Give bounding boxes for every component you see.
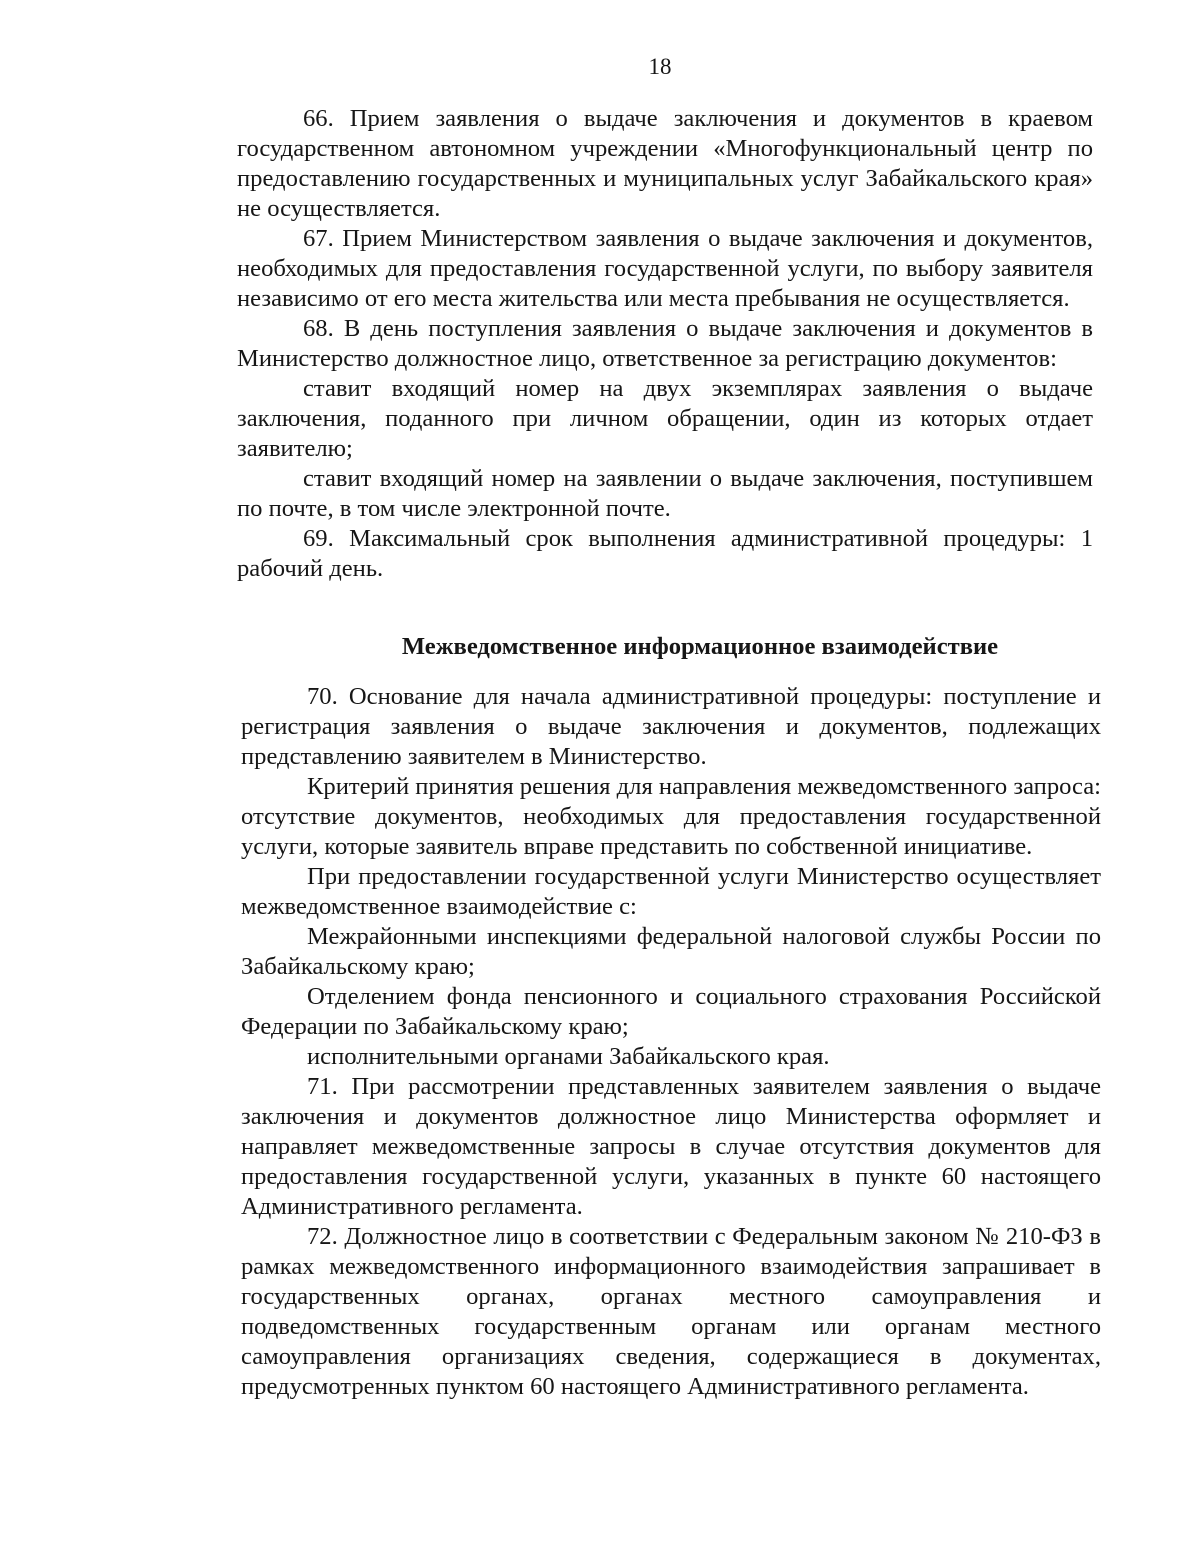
body-text-bottom [241,682,1101,1402]
paragraph-interaction-item-1: Межрайонными инспекциями федеральной налоговой службы России по Забайкальскому краю; [241,923,1101,980]
paragraph-72: 72. Должностное лицо в соответствии с Федеральным законом № 210-ФЗ в рамках межведомственного информационного взаимодействия запрашивает в государственных органах, органах местного самоуправления и подведомственных государственным органам или органам местного самоуправления организациях сведения, содержащиеся в документах, предусмотренных пунктом 60 настоящего Административного регламента. [241,1223,1101,1400]
paragraph-69: 69. Максимальный срок выполнения административной процедуры: 1 рабочий день. [237,525,1093,582]
paragraph-70: 70. Основание для начала административной процедуры: поступление и регистрация заявления о выдаче заключения и документов, подлежащих представлению заявителем в Министерство. [241,683,1101,770]
paragraph-71: 71. При рассмотрении представленных заявителем заявления о выдаче заключения и документов должностное лицо Министерства оформляет и направляет межведомственные запросы в случае отсутствия документов для предоставления государственной услуги, указанных в пункте 60 настоящего Административного регламента. [241,1073,1101,1220]
paragraph-68-item-1: ставит входящий номер на двух экземплярах заявления о выдаче заключения, поданного при личном обращении, один из которых отдает заявителю; [237,375,1093,462]
section-heading: Межведомственное информационное взаимодействие [401,633,999,660]
paragraph-68-item-2: ставит входящий номер на заявлении о выдаче заключения, поступившем по почте, в том числе электронной почте. [237,465,1093,522]
paragraph-interaction-item-3: исполнительными органами Забайкальского края. [307,1043,830,1070]
paragraph-interaction-item-2: Отделением фонда пенсионного и социального страхования Российской Федерации по Забайкальскому краю; [241,983,1101,1040]
paragraph-66: 66. Прием заявления о выдаче заключения и документов в краевом государственном автономном учреждении «Многофункциональный центр по предоставлению государственных и муниципальных услуг Забайкальского края» не осуществляется. [237,105,1093,222]
paragraph-68: 68. В день поступления заявления о выдаче заключения и документов в Министерство должностное лицо, ответственное за регистрацию документов: [237,315,1093,372]
paragraph-interaction: При предоставлении государственной услуги Министерство осуществляет межведомственное взаимодействие с: [241,863,1101,920]
page-number: 18 [648,54,672,79]
paragraph-criterion: Критерий принятия решения для направления межведомственного запроса: отсутствие документов, необходимых для предоставления государственной услуги, которые заявитель вправе представить по собственной инициативе. [241,773,1101,860]
body-text-top [237,104,1093,584]
paragraph-67: 67. Прием Министерством заявления о выдаче заключения и документов, необходимых для предоставления государственной услуги, по выбору заявителя независимо от его места жительства или места пребывания не осуществляется. [237,225,1093,312]
